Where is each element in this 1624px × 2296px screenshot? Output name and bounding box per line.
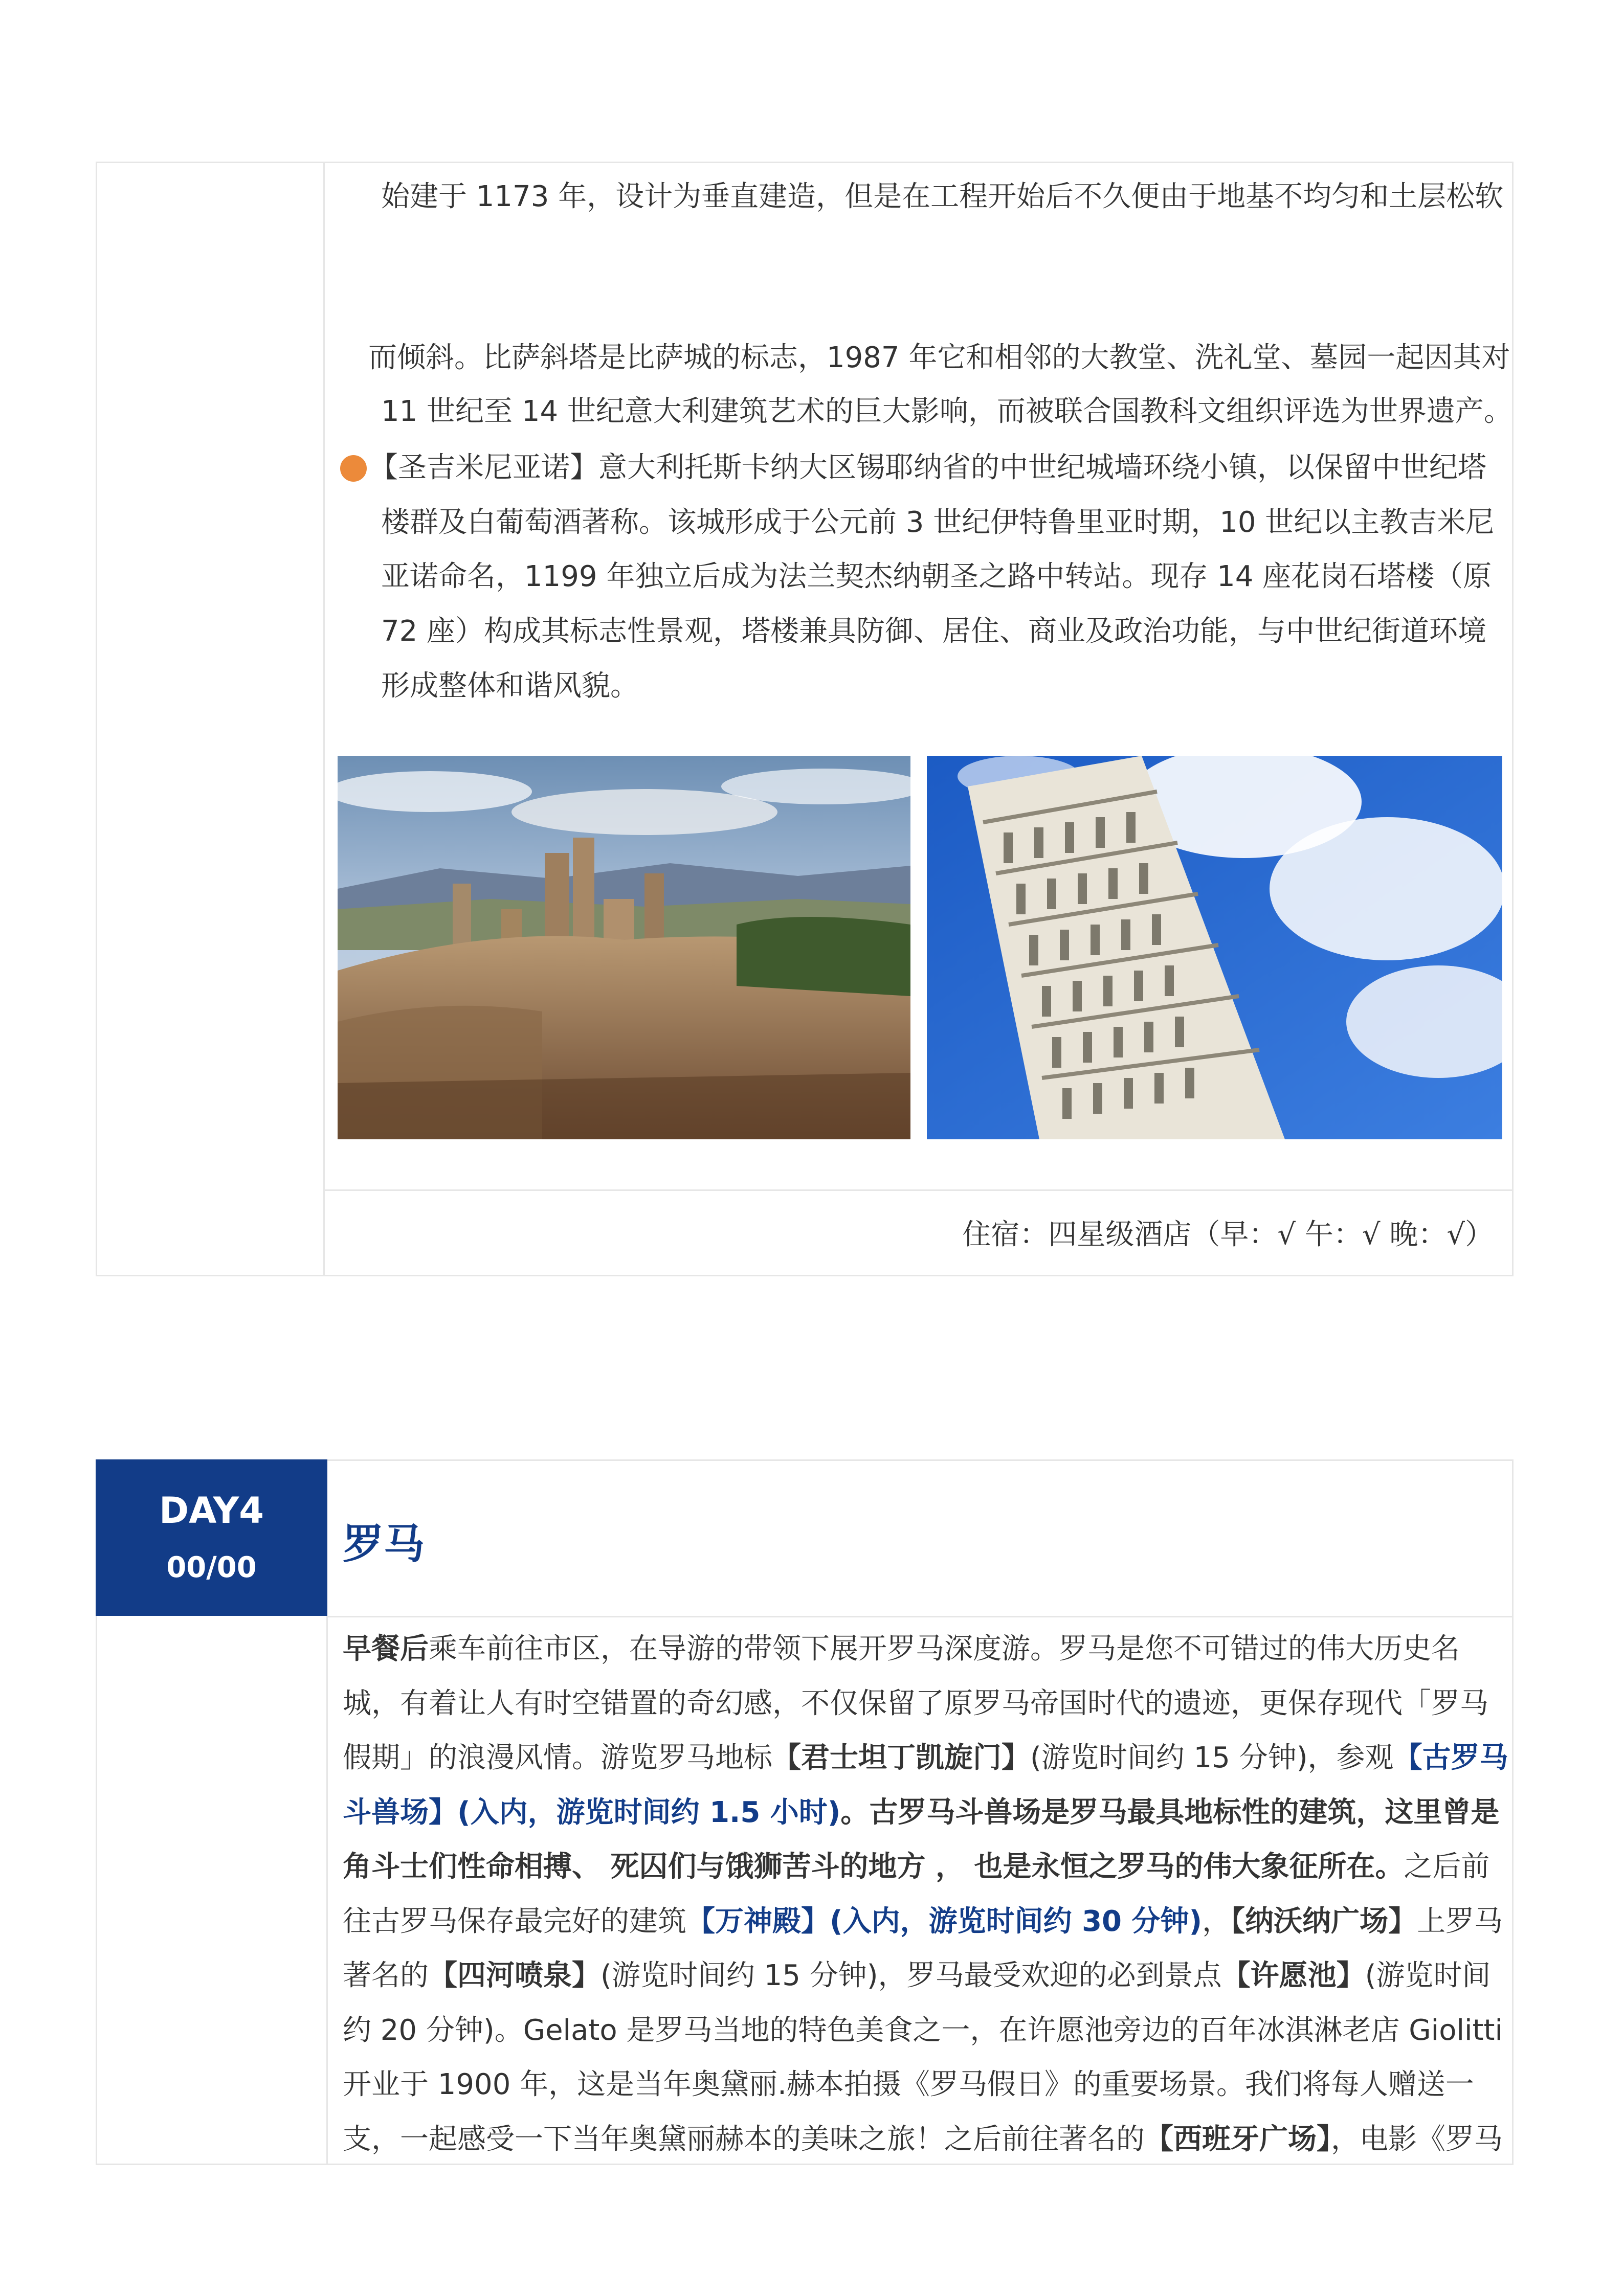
day3-paragraph-line: 而倾斜。比萨斜塔是比萨城的标志，1987 年它和相邻的大教堂、洗礼堂、墓园一起因其对 [368,341,1510,374]
day4-text-line [343,1743,1508,1773]
day-label: DAY4 [159,1490,264,1532]
bold-text: 【君士坦丁凯旋门】 [772,1741,1030,1774]
text-run: ，电影《罗马 [1331,2123,1503,2156]
bold-text: 【纳沃纳广场】 [1231,1905,1417,1938]
orange-bullet-icon [340,455,367,482]
text-run: 乘车前往市区，在导游的带领下展开罗马深度游。罗马是您不可错过的伟大历史名 [429,1632,1460,1665]
day4-text-line [343,1797,1499,1828]
text-run: (游览时间约 15 分钟)，参观 [1030,1741,1394,1774]
san-gimignano-bullet-line: 72 座）构成其标志性景观，塔楼兼具防御、居住、商业及政治功能，与中世纪街道环境 [381,615,1487,648]
day4-text-line [343,1906,1503,1937]
text-run: 开业于 1900 年，这是当年奥黛丽.赫本拍摄《罗马假日》的重要场景。我们将每人赠送一 [343,2068,1474,2101]
day4-text-line [343,1689,1488,1719]
san-gimignano-bullet-line: 【圣吉米尼亚诺】意大利托斯卡纳大区锡耶纳省的中世纪城墙环绕小镇，以保留中世纪塔 [369,451,1486,484]
text-run: 支，一起感受一下当年奥黛丽赫本的美味之旅！之后前往著名的 [343,2123,1145,2156]
day-city-title: 罗马 [343,1520,425,1568]
day4-column-divider [326,1616,328,2165]
text-run: 上罗马 [1417,1905,1503,1938]
day-badge [96,1459,327,1616]
highlight-attraction: 斗兽场】(入内，游览时间约 1.5 小时) [343,1796,841,1829]
day4-header-divider [326,1616,1514,1617]
bold-text: 【四河喷泉】 [429,1959,600,1992]
day-date: 00/00 [166,1551,257,1584]
san-gimignano-towers-photo [338,756,910,1139]
text-run: (游览时间 [1365,1959,1491,1992]
bold-text: 早餐后 [343,1632,429,1665]
day4-text-line [343,2015,1503,2046]
san-gimignano-bullet-line: 亚诺命名，1199 年独立后成为法兰契杰纳朝圣之路中转站。现存 14 座花岗石塔楼（原 [381,560,1492,593]
highlight-attraction: 【万神殿】(入内，游览时间约 30 分钟) [686,1905,1203,1938]
bold-text: 角斗士们性命相搏、 死囚们与饿狮苦斗的地方 ， 也是永恒之罗马的伟大象征所在。 [343,1850,1404,1883]
text-run: 假期」的浪漫风情。游览罗马地标 [343,1741,772,1774]
day4-text-line [343,2124,1503,2155]
bold-text: 【许愿池】 [1221,1959,1365,1992]
day3-photo-row-divider [323,1189,1514,1191]
day4-text-line [343,1852,1490,1882]
text-run: (游览时间约 15 分钟)，罗马最受欢迎的必到景点 [600,1959,1222,1992]
san-gimignano-bullet-line: 形成整体和谐风貌。 [381,669,639,703]
san-gimignano-bullet-line: 楼群及白葡萄酒著称。该城形成于公元前 3 世纪伊特鲁里亚时期，10 世纪以主教吉米尼 [381,506,1495,539]
day3-paragraph-line: 始建于 1173 年，设计为垂直建造，但是在工程开始后不久便由于地基不均匀和土层松软 [381,180,1504,213]
day3-paragraph-line: 11 世纪至 14 世纪意大利建筑艺术的巨大影响，而被联合国教科文组织评选为世界遗产。 [381,395,1512,428]
day3-column-divider [323,162,325,1276]
accommodation-info: 住宿：四星级酒店（早：√ 午：√ 晚：√） [962,1218,1494,1251]
text-run: 城，有着让人有时空错置的奇幻感，不仅保留了原罗马帝国时代的遗迹，更保存现代「罗马 [343,1687,1488,1720]
highlight-attraction: 【古罗马 [1393,1741,1508,1774]
day4-text-line [343,1961,1490,1991]
text-run: 之后前 [1404,1850,1490,1883]
bold-text: 【西班牙广场】 [1145,2123,1331,2156]
text-run: 往古罗马保存最完好的建筑 [343,1905,686,1938]
day4-text-line [343,2069,1474,2100]
text-run: 著名的 [343,1959,429,1992]
text-run: 约 20 分钟)。Gelato 是罗马当地的特色美食之一，在许愿池旁边的百年冰淇淋老店 Giolitti [343,2014,1503,2047]
day4-text-line [343,1634,1460,1664]
bold-text: 。古罗马斗兽场是罗马最具地标性的建筑，这里曾是 [840,1796,1500,1829]
leaning-tower-of-pisa-photo [927,756,1502,1139]
text-run: ， [1202,1905,1231,1938]
